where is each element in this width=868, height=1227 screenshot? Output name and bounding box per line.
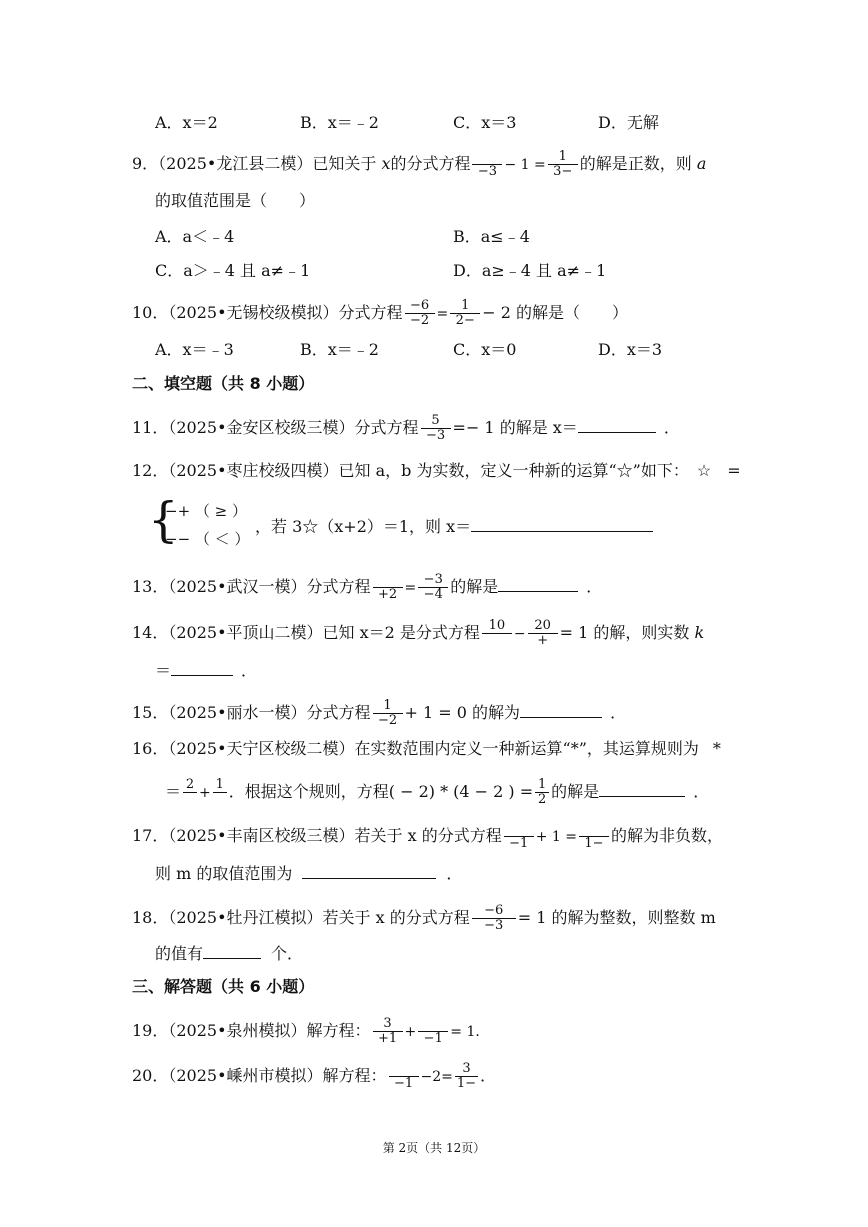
q9-option-a: A．a＜﹣4 <box>155 227 235 246</box>
q10-option-a: A．x＝﹣3 <box>155 340 234 359</box>
q17-answer-blank[interactable] <box>302 862 436 879</box>
q9-fraction-1: −3 <box>472 150 502 179</box>
q19-fraction-1: $\frac{3}{+1}$ <box>373 1017 403 1046</box>
q18-stem: 18．（2025•牡丹江模拟）若关于 x 的分式方程 <box>132 908 470 927</box>
question-17 <box>132 822 723 851</box>
q12-condition <box>255 515 653 538</box>
q9-var-a: a <box>696 154 707 173</box>
question-10 <box>132 299 628 328</box>
q16-fraction-2: 1 <box>213 778 227 807</box>
q12-case-2: −− （ ＜ ） <box>165 530 250 548</box>
q17-stem-tail: 的解为非负数， <box>611 826 724 845</box>
question-16 <box>132 738 721 760</box>
q16-stem: 16．（2025•天宁区校级二模）在实数范围内定义一种新运算“*”，其运算规则为 <box>132 739 699 758</box>
q13-answer-blank[interactable] <box>498 575 578 592</box>
q17-stem: 17．（2025•丰南区校级三模）若关于 x 的分式方程 <box>132 826 502 845</box>
q14-line2 <box>155 659 257 682</box>
q14-end: ． <box>241 661 258 680</box>
q10-stem-tail: − 2 的解是（ ） <box>482 303 629 322</box>
q9-stem-mid: 的分式方程 <box>390 154 471 173</box>
q20-op: −2= <box>420 1069 453 1085</box>
q14-stem-tail: = 1 的解，则实数 <box>559 623 690 642</box>
q17-end: ． <box>446 864 463 883</box>
q13-fraction-2: $\frac{-3}{-4}$ <box>418 573 448 602</box>
q9-option-b: B．a≤﹣4 <box>453 227 530 246</box>
question-14 <box>132 619 704 648</box>
q15-answer-blank[interactable] <box>520 701 602 718</box>
q14-fraction-1: 10 <box>482 619 512 648</box>
q20-stem-tail: ． <box>480 1066 497 1085</box>
q17-condition: 则 m 的取值范围为 <box>155 864 293 883</box>
question-11 <box>132 414 680 443</box>
q12-case-1: −+ （ ≥ ） <box>165 502 248 520</box>
q11-fraction: $\frac{5}{-3}$ <box>421 414 451 443</box>
q11-answer-blank[interactable] <box>578 416 656 433</box>
q9-stem-tail: 的解是正数，则 <box>579 154 692 173</box>
q16-fraction-1: 2 <box>183 778 197 807</box>
q19-stem: 19．（2025•泉州模拟）解方程： <box>132 1021 371 1040</box>
question-13 <box>132 573 602 602</box>
q13-fraction-1: +2 <box>373 573 403 602</box>
q8-option-b: B．x＝﹣2 <box>300 113 379 132</box>
q13-eq: = <box>404 580 417 596</box>
q13-end: ． <box>586 577 603 596</box>
q12-star-def: ☆ = <box>696 461 741 480</box>
q10-option-d: D．x＝3 <box>598 340 663 359</box>
q10-eq: = <box>436 306 449 322</box>
q18-end: 个． <box>271 944 304 963</box>
q18-stem-tail: = 1 的解为整数，则整数 m <box>517 908 716 927</box>
q16-stem-tail: 的解是 <box>551 782 600 801</box>
q19-stem-tail: = 1． <box>450 1024 490 1040</box>
q16-end: ． <box>693 782 710 801</box>
q16-answer-blank[interactable] <box>599 780 685 797</box>
q17-op: + 1 = <box>535 829 577 845</box>
q9-line2: 的取值范围是（ ） <box>155 191 316 210</box>
question-20 <box>132 1062 496 1091</box>
q17-line2 <box>155 862 462 885</box>
q9-option-c: C．a＞﹣4 且 a≠﹣1 <box>155 261 311 280</box>
q19-plus: + <box>404 1024 417 1040</box>
q12-stem-tail: ，若 3☆（x+2）＝1，则 x＝ <box>255 517 472 536</box>
q12-answer-blank[interactable] <box>471 515 653 532</box>
q13-stem: 13．（2025•武汉一模）分式方程 <box>132 577 371 596</box>
q9-var-x: x <box>381 154 391 173</box>
q10-fraction-2: $\frac{1}{2-}$ <box>450 299 480 328</box>
section-3-heading: 三、解答题（共 6 小题） <box>132 977 315 996</box>
q9-stem: 9．（2025•龙江县二模）已知关于 <box>132 154 377 173</box>
q12-stem: 12．（2025•枣庄校级四模）已知 a，b 为实数，定义一种新的运算“☆”如下： <box>132 461 689 480</box>
q18-fraction: $\frac{-6}{-3}$ <box>472 904 516 933</box>
q20-stem: 20．（2025•嵊州市模拟）解方程： <box>132 1066 387 1085</box>
question-19 <box>132 1017 489 1046</box>
q11-stem: 11．（2025•金安区校级三模）分式方程 <box>132 418 419 437</box>
question-9 <box>132 150 706 179</box>
q13-stem-tail: 的解是 <box>450 577 499 596</box>
q18-line2 <box>155 942 303 965</box>
q10-stem: 10．（2025•无锡校级模拟）分式方程 <box>132 303 403 322</box>
q10-option-c: C．x＝0 <box>453 340 517 359</box>
q14-answer-blank[interactable] <box>171 659 233 676</box>
q12-brace: { <box>148 492 179 548</box>
q10-fraction-1: $\frac{-6}{-2}$ <box>405 299 435 328</box>
page-footer: 第 2页（共 12页） <box>382 1141 486 1155</box>
q14-fraction-2: $\frac{20}{+}$ <box>528 619 558 648</box>
q11-end: ． <box>663 418 680 437</box>
q16-line2 <box>165 778 709 807</box>
q11-stem-tail: =− 1 的解是 x＝ <box>452 418 578 437</box>
q17-fraction-1: −1 <box>504 822 534 851</box>
q8-option-d: D．无解 <box>598 113 659 132</box>
q20-fraction-1: −1 <box>389 1062 419 1091</box>
q10-option-b: B．x＝﹣2 <box>300 340 379 359</box>
q16-plus: + <box>199 785 211 801</box>
q20-fraction-2: $\frac{3}{1-}$ <box>456 1061 477 1091</box>
question-18 <box>132 904 716 933</box>
q8-option-a: A．x＝2 <box>155 113 218 132</box>
q8-option-c: C．x＝3 <box>453 113 517 132</box>
q14-minus: − <box>513 626 526 642</box>
q18-value-label: 的值有 <box>155 944 204 963</box>
q19-fraction-2: −1 <box>418 1017 448 1046</box>
q9-option-d: D．a≥﹣4 且 a≠﹣1 <box>453 261 607 280</box>
question-15 <box>132 699 626 728</box>
section-2-heading: 二、填空题（共 8 小题） <box>132 374 315 393</box>
q14-var-k: k <box>694 623 705 642</box>
q9-op: − 1 = <box>504 157 546 173</box>
q16-rule: ．根据这个规则，方程( − 2) * (4 − 2 ) = <box>228 782 534 801</box>
question-12 <box>132 460 741 482</box>
q16-eq: ＝ <box>165 782 182 801</box>
q9-fraction-2: $\frac{1}{3-}$ <box>548 150 578 179</box>
q17-fraction-2: 1− <box>579 822 609 851</box>
q16-star: * <box>712 739 721 758</box>
q16-fraction-3: $\frac{1}{2}$ <box>535 778 549 807</box>
q15-stem: 15．（2025•丽水一模）分式方程 <box>132 703 371 722</box>
q15-stem-tail: + 1 = 0 的解为 <box>404 703 521 722</box>
q18-answer-blank[interactable] <box>203 942 261 959</box>
q15-fraction: $\frac{1}{-2}$ <box>373 699 403 728</box>
q15-end: ． <box>610 703 627 722</box>
q14-eq: ＝ <box>155 661 172 680</box>
q14-stem: 14．（2025•平顶山二模）已知 x＝2 是分式方程 <box>132 623 480 642</box>
